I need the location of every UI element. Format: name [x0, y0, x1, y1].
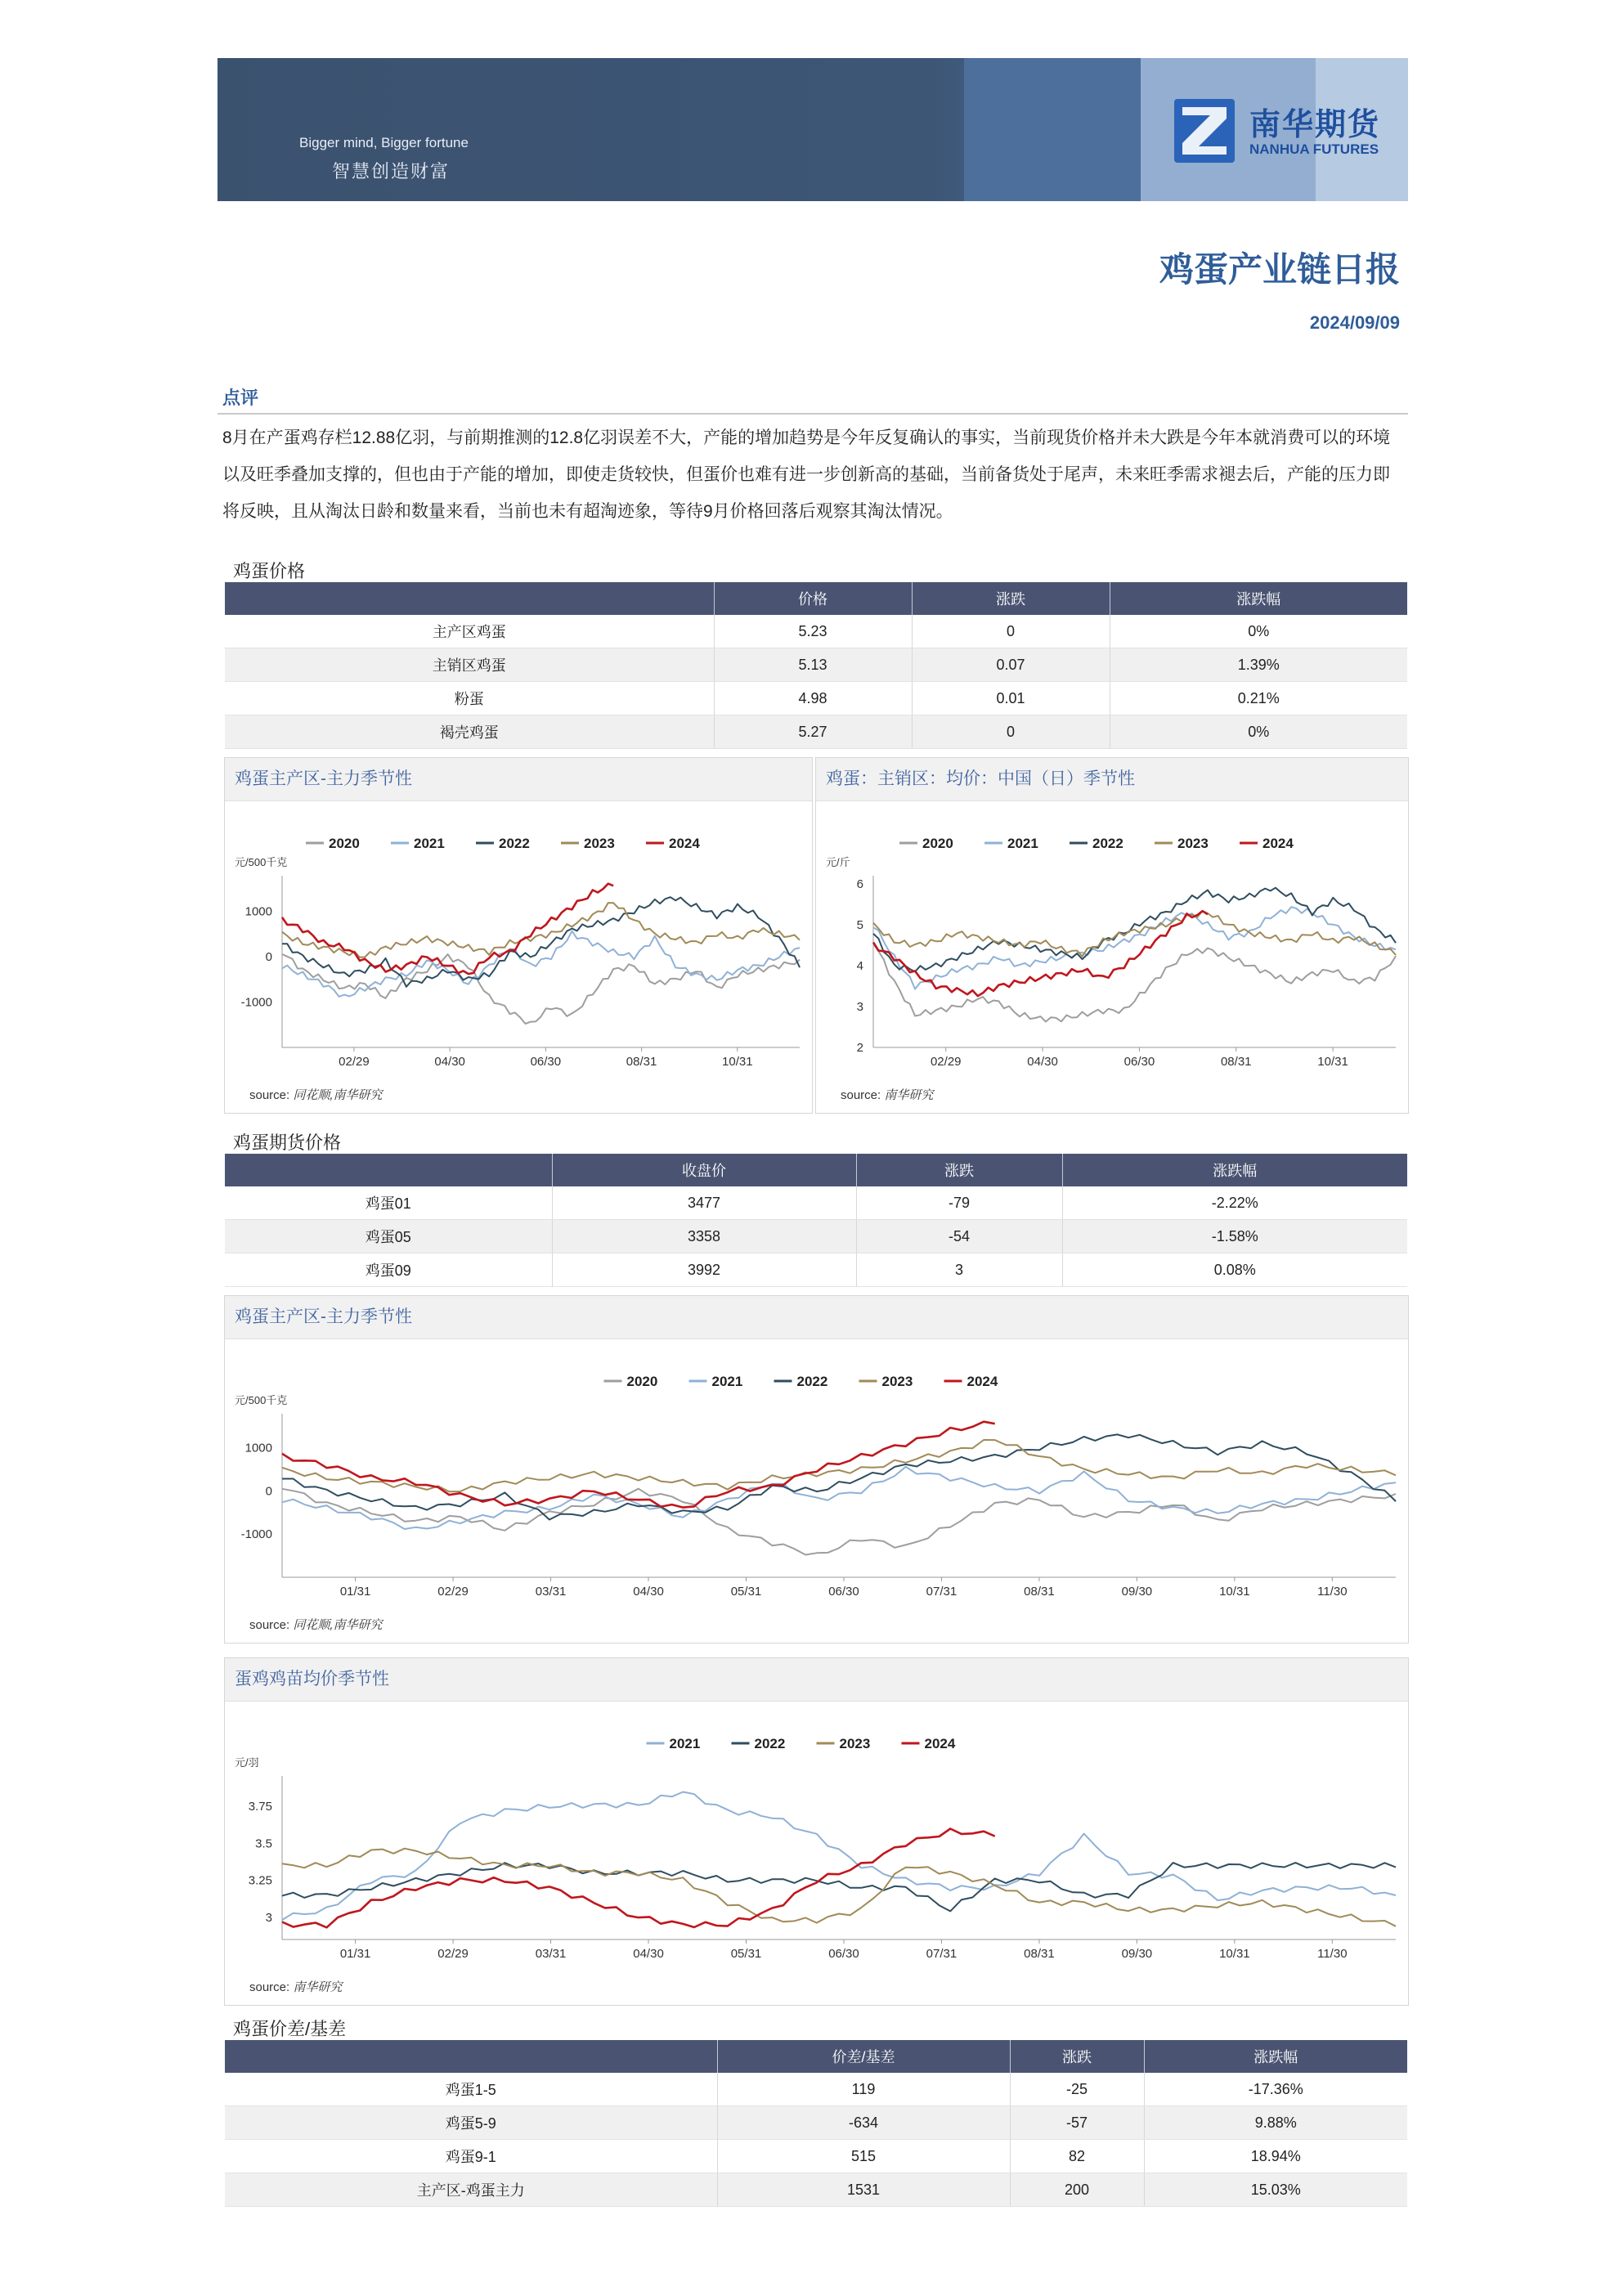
- logo-text-cn: 南华期货: [1249, 108, 1381, 142]
- table-cell: 0.08%: [1062, 1253, 1407, 1287]
- chart-source: source: 南华研究: [841, 1088, 934, 1102]
- legend-label: 2020: [626, 1374, 658, 1389]
- table-cell: 褐壳鸡蛋: [225, 715, 714, 749]
- y-tick-label: 6: [856, 877, 863, 891]
- x-tick-label: 07/31: [926, 1585, 957, 1599]
- series-line-2021: [873, 907, 1396, 989]
- chart-main-area-seasonal: [225, 802, 812, 1080]
- table-cell: 0.01: [912, 682, 1110, 715]
- chart-sales-area-seasonal: [816, 802, 1408, 1080]
- y-tick-label: 1000: [244, 1441, 272, 1455]
- legend-label: 2022: [1092, 836, 1123, 851]
- column-header: [225, 2040, 717, 2073]
- axis-unit: 元/500千克: [235, 1394, 288, 1406]
- x-tick-label: 08/31: [1220, 1055, 1252, 1069]
- series-line-2024: [282, 1829, 995, 1928]
- logo-text-en: NANHUA FUTURES: [1249, 141, 1379, 157]
- x-tick-label: 04/30: [633, 1947, 664, 1961]
- legend-label: 2024: [924, 1736, 956, 1751]
- x-tick-label: 02/29: [437, 1947, 469, 1961]
- y-tick-label: 3: [265, 1910, 272, 1925]
- x-tick-label: 07/31: [926, 1947, 957, 1961]
- chart-chick-price-seasonal: [225, 1702, 1408, 1972]
- series-line-2024: [873, 911, 1208, 996]
- legend-label: 2020: [329, 836, 360, 851]
- table-cell: 鸡蛋9-1: [225, 2140, 717, 2173]
- x-tick-label: 04/30: [1027, 1055, 1058, 1069]
- table-cell: 鸡蛋1-5: [225, 2073, 717, 2106]
- table-cell: 5.23: [714, 615, 912, 648]
- table-cell: 3358: [552, 1220, 856, 1253]
- column-header: 涨跌幅: [1110, 582, 1407, 615]
- column-header: 涨跌幅: [1144, 2040, 1407, 2073]
- y-tick-label: 0: [265, 949, 272, 964]
- x-tick-label: 01/31: [339, 1585, 371, 1599]
- legend-label: 2023: [584, 836, 615, 851]
- chart-source: source: 同花顺,南华研究: [249, 1618, 383, 1632]
- table-row: [225, 1253, 1407, 1287]
- table-cell: 0: [912, 715, 1110, 749]
- x-tick-label: 05/31: [730, 1947, 762, 1961]
- legend-label: 2023: [881, 1374, 913, 1389]
- legend-label: 2021: [669, 1736, 701, 1751]
- x-tick-label: 11/30: [1317, 1585, 1348, 1599]
- table-cell: -57: [1010, 2106, 1144, 2140]
- table-cell: 鸡蛋5-9: [225, 2106, 717, 2140]
- table-row: [225, 1186, 1407, 1220]
- egg-price-title: 鸡蛋价格: [233, 561, 306, 581]
- x-tick-label: 10/31: [1317, 1055, 1348, 1069]
- table-row: [225, 2140, 1407, 2173]
- commentary-heading: 点评: [222, 388, 259, 408]
- table-cell: 粉蛋: [225, 682, 714, 715]
- legend-label: 2020: [922, 836, 953, 851]
- column-header: 涨跌幅: [1062, 1154, 1407, 1186]
- table-cell: 0.07: [912, 648, 1110, 682]
- column-header: 价差/基差: [717, 2040, 1010, 2073]
- chart-main-area-seasonal-wide: [225, 1340, 1408, 1610]
- x-tick-label: 06/30: [828, 1585, 859, 1599]
- chart-panel-main-area-seasonal-wide: [224, 1295, 1409, 1644]
- axis-unit: 元/500千克: [235, 856, 288, 868]
- x-tick-label: 02/29: [339, 1055, 370, 1069]
- table-row: [225, 682, 1407, 715]
- egg-price-table: [225, 582, 1407, 749]
- table-cell: 515: [717, 2140, 1010, 2173]
- table-cell: 5.13: [714, 648, 912, 682]
- table-cell: 82: [1010, 2140, 1144, 2173]
- table-row: [225, 2173, 1407, 2207]
- table-cell: -1.58%: [1062, 1220, 1407, 1253]
- table-cell: 3: [856, 1253, 1062, 1287]
- axis-unit: 元/羽: [235, 1756, 259, 1769]
- column-header: 涨跌: [856, 1154, 1062, 1186]
- y-tick-label: 1000: [244, 904, 272, 919]
- x-tick-label: 06/30: [530, 1055, 562, 1069]
- table-row: [225, 2106, 1407, 2140]
- x-tick-label: 10/31: [722, 1055, 753, 1069]
- y-tick-label: -1000: [240, 1527, 272, 1542]
- chart-source: source: 同花顺,南华研究: [249, 1088, 383, 1102]
- series-line-2023: [282, 903, 800, 957]
- table-cell: 119: [717, 2073, 1010, 2106]
- report-date: 2024/09/09: [1309, 312, 1400, 333]
- legend-label: 2022: [499, 836, 530, 851]
- futures-price-title: 鸡蛋期货价格: [233, 1132, 342, 1153]
- table-cell: -25: [1010, 2073, 1144, 2106]
- series-line-2021: [282, 1792, 1396, 1921]
- spread-table: [225, 2040, 1407, 2207]
- table-cell: 0%: [1110, 715, 1407, 749]
- table-cell: 200: [1010, 2173, 1144, 2207]
- table-cell: 鸡蛋01: [225, 1186, 552, 1220]
- table-cell: -634: [717, 2106, 1010, 2140]
- series-line-2021: [282, 1467, 1396, 1529]
- legend-label: 2024: [1262, 836, 1294, 851]
- x-tick-label: 06/30: [1123, 1055, 1155, 1069]
- axis-unit: 元/斤: [826, 856, 850, 868]
- table-cell: 1.39%: [1110, 648, 1407, 682]
- chart-title: 鸡蛋：主销区：均价：中国（日）季节性: [816, 758, 1408, 801]
- header-banner: [218, 58, 1408, 201]
- table-row: [225, 715, 1407, 749]
- table-cell: 9.88%: [1144, 2106, 1407, 2140]
- y-tick-label: 3.5: [255, 1836, 272, 1851]
- y-tick-label: 2: [856, 1041, 863, 1055]
- series-line-2022: [282, 897, 800, 987]
- slogan-cn: 智慧创造财富: [332, 161, 451, 182]
- y-tick-label: 3.75: [248, 1800, 272, 1814]
- x-tick-label: 01/31: [339, 1947, 371, 1961]
- table-cell: -79: [856, 1186, 1062, 1220]
- company-logo: [1174, 99, 1395, 164]
- table-cell: -17.36%: [1144, 2073, 1407, 2106]
- commentary-text: 8月在产蛋鸡存栏12.88亿羽，与前期推测的12.8亿羽误差不大，产能的增加趋势是今年反复确认的事实，当前现货价格并未大跌是今年本就消费可以的环境以及旺季叠加支撑的，但也由于产能的增加，即使走货较快，但蛋价也难有进一步创新高的基础，当前备货处于尾声，未来旺季需求褪去后，产能的压力即将反映，且从淘汰日龄和数量来看，当前也未有超淘迹象，等待9月价格回落后观察其淘汰情况。: [222, 428, 1391, 521]
- legend-label: 2024: [669, 836, 700, 851]
- banner-stripe: [964, 58, 1141, 201]
- x-tick-label: 05/31: [730, 1585, 762, 1599]
- series-line-2023: [282, 1849, 1396, 1926]
- series-line-2020: [282, 1489, 1396, 1555]
- legend-label: 2023: [1177, 836, 1209, 851]
- chart-panel-sales-area-seasonal: [815, 757, 1409, 1114]
- table-row: [225, 1220, 1407, 1253]
- slogan-en: Bigger mind, Bigger fortune: [299, 135, 469, 150]
- column-header: 涨跌: [1010, 2040, 1144, 2073]
- spread-title: 鸡蛋价差/基差: [233, 2019, 347, 2039]
- legend-label: 2024: [966, 1374, 998, 1389]
- y-tick-label: 3: [856, 1000, 863, 1014]
- table-cell: 1531: [717, 2173, 1010, 2207]
- chart-source: source: 南华研究: [249, 1980, 343, 1994]
- chart-title: 鸡蛋主产区-主力季节性: [225, 1296, 1408, 1339]
- table-cell: 3992: [552, 1253, 856, 1287]
- x-tick-label: 08/31: [1024, 1947, 1055, 1961]
- logo-mark-icon: [1174, 99, 1235, 163]
- y-tick-label: 5: [856, 918, 863, 932]
- x-tick-label: 04/30: [633, 1585, 664, 1599]
- report-title: 鸡蛋产业链日报: [1159, 250, 1400, 289]
- x-tick-label: 03/31: [535, 1585, 567, 1599]
- series-line-2023: [282, 1440, 1396, 1491]
- table-cell: 鸡蛋05: [225, 1220, 552, 1253]
- legend-label: 2022: [754, 1736, 786, 1751]
- column-header: 收盘价: [552, 1154, 856, 1186]
- table-row: [225, 2073, 1407, 2106]
- x-tick-label: 10/31: [1219, 1585, 1250, 1599]
- x-tick-label: 06/30: [828, 1947, 859, 1961]
- chart-panel-main-area-seasonal: [224, 757, 813, 1114]
- x-tick-label: 03/31: [535, 1947, 567, 1961]
- legend-label: 2021: [414, 836, 445, 851]
- x-tick-label: 09/30: [1121, 1585, 1153, 1599]
- table-cell: 5.27: [714, 715, 912, 749]
- futures-price-table: [225, 1154, 1407, 1287]
- y-tick-label: 3.25: [248, 1873, 272, 1888]
- y-tick-label: -1000: [240, 995, 272, 1010]
- x-tick-label: 11/30: [1317, 1947, 1348, 1961]
- chart-panel-chick-price-seasonal: [224, 1657, 1409, 2006]
- y-tick-label: 4: [856, 959, 863, 973]
- x-tick-label: 04/30: [434, 1055, 465, 1069]
- table-cell: 3477: [552, 1186, 856, 1220]
- x-tick-label: 02/29: [930, 1055, 962, 1069]
- column-header: [225, 582, 714, 615]
- legend-label: 2023: [839, 1736, 871, 1751]
- table-cell: 0: [912, 615, 1110, 648]
- table-row: [225, 648, 1407, 682]
- column-header: [225, 1154, 552, 1186]
- chart-title: 蛋鸡鸡苗均价季节性: [225, 1658, 1408, 1702]
- table-cell: 主产区-鸡蛋主力: [225, 2173, 717, 2207]
- legend-label: 2021: [711, 1374, 743, 1389]
- table-cell: -2.22%: [1062, 1186, 1407, 1220]
- table-cell: 18.94%: [1144, 2140, 1407, 2173]
- series-line-2022: [282, 1434, 1396, 1519]
- table-cell: -54: [856, 1220, 1062, 1253]
- x-tick-label: 08/31: [1024, 1585, 1055, 1599]
- x-tick-label: 10/31: [1219, 1947, 1250, 1961]
- column-header: 涨跌: [912, 582, 1110, 615]
- y-tick-label: 0: [265, 1484, 272, 1499]
- table-cell: 4.98: [714, 682, 912, 715]
- column-header: 价格: [714, 582, 912, 615]
- series-line-2022: [282, 1863, 1396, 1911]
- x-tick-label: 09/30: [1121, 1947, 1153, 1961]
- series-line-2020: [873, 944, 1396, 1022]
- table-cell: 0%: [1110, 615, 1407, 648]
- table-cell: 0.21%: [1110, 682, 1407, 715]
- table-cell: 15.03%: [1144, 2173, 1407, 2207]
- divider: [218, 413, 1408, 415]
- legend-label: 2021: [1007, 836, 1038, 851]
- x-tick-label: 02/29: [437, 1585, 469, 1599]
- table-cell: 主产区鸡蛋: [225, 615, 714, 648]
- table-cell: 鸡蛋09: [225, 1253, 552, 1287]
- legend-label: 2022: [796, 1374, 828, 1389]
- chart-title: 鸡蛋主产区-主力季节性: [225, 758, 812, 801]
- table-row: [225, 615, 1407, 648]
- x-tick-label: 08/31: [626, 1055, 657, 1069]
- table-cell: 主销区鸡蛋: [225, 648, 714, 682]
